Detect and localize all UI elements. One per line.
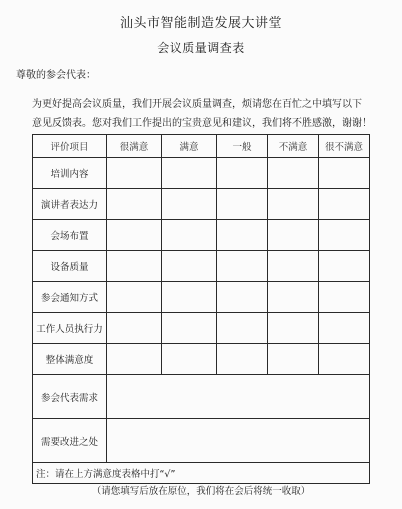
rating-cell[interactable] — [217, 344, 268, 375]
rating-cell[interactable] — [319, 251, 370, 282]
row-label: 培训内容 — [33, 158, 107, 189]
free-text-cell[interactable] — [107, 419, 370, 463]
table-row — [33, 419, 370, 463]
rating-cell[interactable] — [217, 220, 268, 251]
row-label: 参会代表需求 — [33, 375, 107, 419]
intro-line-1: 为更好提高会议质量，我们开展会议质量调查，烦请您在百忙之中填写以下 — [32, 99, 362, 110]
table-row — [33, 344, 370, 375]
column-header: 很不满意 — [319, 135, 370, 158]
table-row — [33, 158, 370, 189]
rating-cell[interactable] — [217, 313, 268, 344]
greeting: 尊敬的参会代表： — [16, 70, 96, 81]
table-note: 注：请在上方满意度表格中打“√” — [33, 463, 370, 484]
rating-cell[interactable] — [107, 220, 162, 251]
table-row — [33, 282, 370, 313]
table-header-row — [33, 135, 370, 158]
rating-cell[interactable] — [162, 189, 217, 220]
rating-cell[interactable] — [319, 220, 370, 251]
rating-cell[interactable] — [107, 313, 162, 344]
column-header: 满意 — [162, 135, 217, 158]
survey-table — [32, 134, 370, 484]
rating-cell[interactable] — [217, 158, 268, 189]
column-header: 一般 — [217, 135, 268, 158]
row-label: 设备质量 — [33, 251, 107, 282]
table-row — [33, 220, 370, 251]
rating-cell[interactable] — [162, 158, 217, 189]
row-label: 整体满意度 — [33, 344, 107, 375]
row-label: 需要改进之处 — [33, 419, 107, 463]
row-label: 工作人员执行力 — [33, 313, 107, 344]
table-row — [33, 251, 370, 282]
rating-cell[interactable] — [319, 282, 370, 313]
rating-cell[interactable] — [319, 189, 370, 220]
footer-note: （请您填写后放在原位，我们将在会后将统一收取） — [91, 486, 311, 497]
rating-cell[interactable] — [107, 251, 162, 282]
rating-cell[interactable] — [268, 220, 319, 251]
intro-line-2: 意见反馈表。您对我们工作提出的宝贵意见和建议，我们将不胜感激，谢谢！ — [32, 118, 372, 129]
column-header: 不满意 — [268, 135, 319, 158]
rating-cell[interactable] — [217, 282, 268, 313]
rating-cell[interactable] — [107, 189, 162, 220]
rating-cell[interactable] — [162, 282, 217, 313]
free-text-cell[interactable] — [107, 375, 370, 419]
rating-cell[interactable] — [162, 251, 217, 282]
rating-cell[interactable] — [268, 251, 319, 282]
rating-cell[interactable] — [268, 189, 319, 220]
row-label: 参会通知方式 — [33, 282, 107, 313]
rating-cell[interactable] — [268, 313, 319, 344]
rating-cell[interactable] — [268, 282, 319, 313]
rating-cell[interactable] — [162, 220, 217, 251]
rating-cell[interactable] — [319, 158, 370, 189]
table-row — [33, 189, 370, 220]
rating-cell[interactable] — [162, 313, 217, 344]
rating-cell[interactable] — [268, 344, 319, 375]
table-note-row — [33, 463, 370, 484]
column-header: 很满意 — [107, 135, 162, 158]
table-row — [33, 375, 370, 419]
row-label: 演讲者表达力 — [33, 189, 107, 220]
rating-cell[interactable] — [319, 344, 370, 375]
row-label: 会场布置 — [33, 220, 107, 251]
rating-cell[interactable] — [107, 158, 162, 189]
rating-cell[interactable] — [107, 282, 162, 313]
rating-cell[interactable] — [319, 313, 370, 344]
rating-cell[interactable] — [107, 344, 162, 375]
rating-cell[interactable] — [162, 344, 217, 375]
rating-cell[interactable] — [268, 158, 319, 189]
page-title: 汕头市智能制造发展大讲堂 — [119, 16, 282, 31]
rating-cell[interactable] — [217, 251, 268, 282]
column-header: 评价项目 — [33, 135, 107, 158]
form-title: 会议质量调查表 — [157, 41, 245, 55]
rating-cell[interactable] — [217, 189, 268, 220]
table-row — [33, 313, 370, 344]
